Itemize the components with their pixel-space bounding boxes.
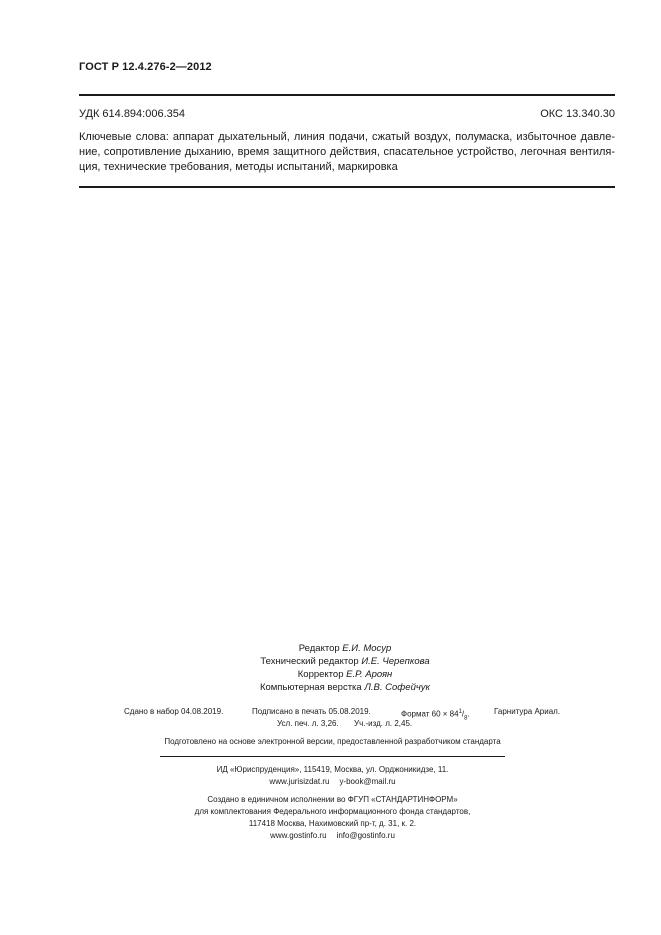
signed-date: Подписано в печать 05.08.2019. <box>252 707 371 716</box>
printer-line: Создано в единичном исполнении во ФГУП «СТАНДАРТИНФОРМ» <box>207 795 458 804</box>
keywords-block <box>79 130 615 175</box>
keywords-line: ние, сопротивление дыханию, время защитного действия, спасательное устройство, легочная вентиля- <box>79 146 615 158</box>
printer-block <box>160 794 505 842</box>
classification-row <box>79 108 615 120</box>
editor-name: Е.И. Мосур <box>342 643 392 654</box>
publisher-email-link[interactable]: y-book@mail.ru <box>339 777 396 786</box>
printer-email-link[interactable]: info@gostinfo.ru <box>336 831 395 840</box>
keywords-line: Ключевые слова: аппарат дыхательный, линия подачи, сжатый воздух, полумаска, избыточное давле- <box>79 131 615 143</box>
paper-format: Формат $60 \times 84^1/_8$. <box>401 709 470 722</box>
bottom-rule <box>79 186 615 188</box>
editor-credit: Редактор Е.И. Мосур <box>298 643 392 654</box>
keywords-line: ция, технические требования, методы испытаний, маркировка <box>79 161 398 173</box>
print-sheets: Усл. печ. л. 3,26. <box>277 719 339 728</box>
layout-name: Л.В. Софейчук <box>364 682 431 693</box>
font-info: Гарнитура Ариал. <box>494 707 561 716</box>
credits-block <box>240 642 450 694</box>
publisher-address: ИД «Юриспруденция», 115419, Москва, ул. Орджоникидзе, 11. <box>216 765 449 774</box>
printer-line: для комплектования Федерального информационного фонда стандартов, <box>194 807 471 816</box>
corrector-name: Е.Р. Ароян <box>346 669 393 680</box>
tech-editor-name: И.Е. Черепкова <box>361 656 430 667</box>
tech-editor-credit: Технический редактор И.Е. Черепкова <box>260 656 430 667</box>
printer-contacts <box>160 830 505 842</box>
prepared-note: Подготовлено на основе электронной версии, предоставленной разработчиком стандарта <box>164 737 501 746</box>
publisher-contacts <box>160 776 505 788</box>
top-rule <box>79 94 615 96</box>
layout-credit: Компьютерная верстка Л.В. Софейчук <box>259 682 431 693</box>
publisher-block <box>160 764 505 788</box>
corrector-credit: Корректор Е.Р. Ароян <box>297 669 393 680</box>
thin-rule <box>160 756 505 757</box>
oks-code: ОКС 13.340.30 <box>540 108 615 120</box>
submitted-date: Сдано в набор 04.08.2019. <box>124 707 224 716</box>
printer-address: 117418 Москва, Нахимовский пр-т, д. 31, к. 2. <box>248 819 417 828</box>
publisher-site-link[interactable]: www.jurisizdat.ru <box>269 777 330 786</box>
document-code: ГОСТ Р 12.4.276-2—2012 <box>79 61 212 73</box>
publisher-sheets: Уч.-изд. л. 2,45. <box>354 719 413 728</box>
printer-site-link[interactable]: www.gostinfo.ru <box>270 831 327 840</box>
udk-code: УДК 614.894:006.354 <box>79 108 185 120</box>
